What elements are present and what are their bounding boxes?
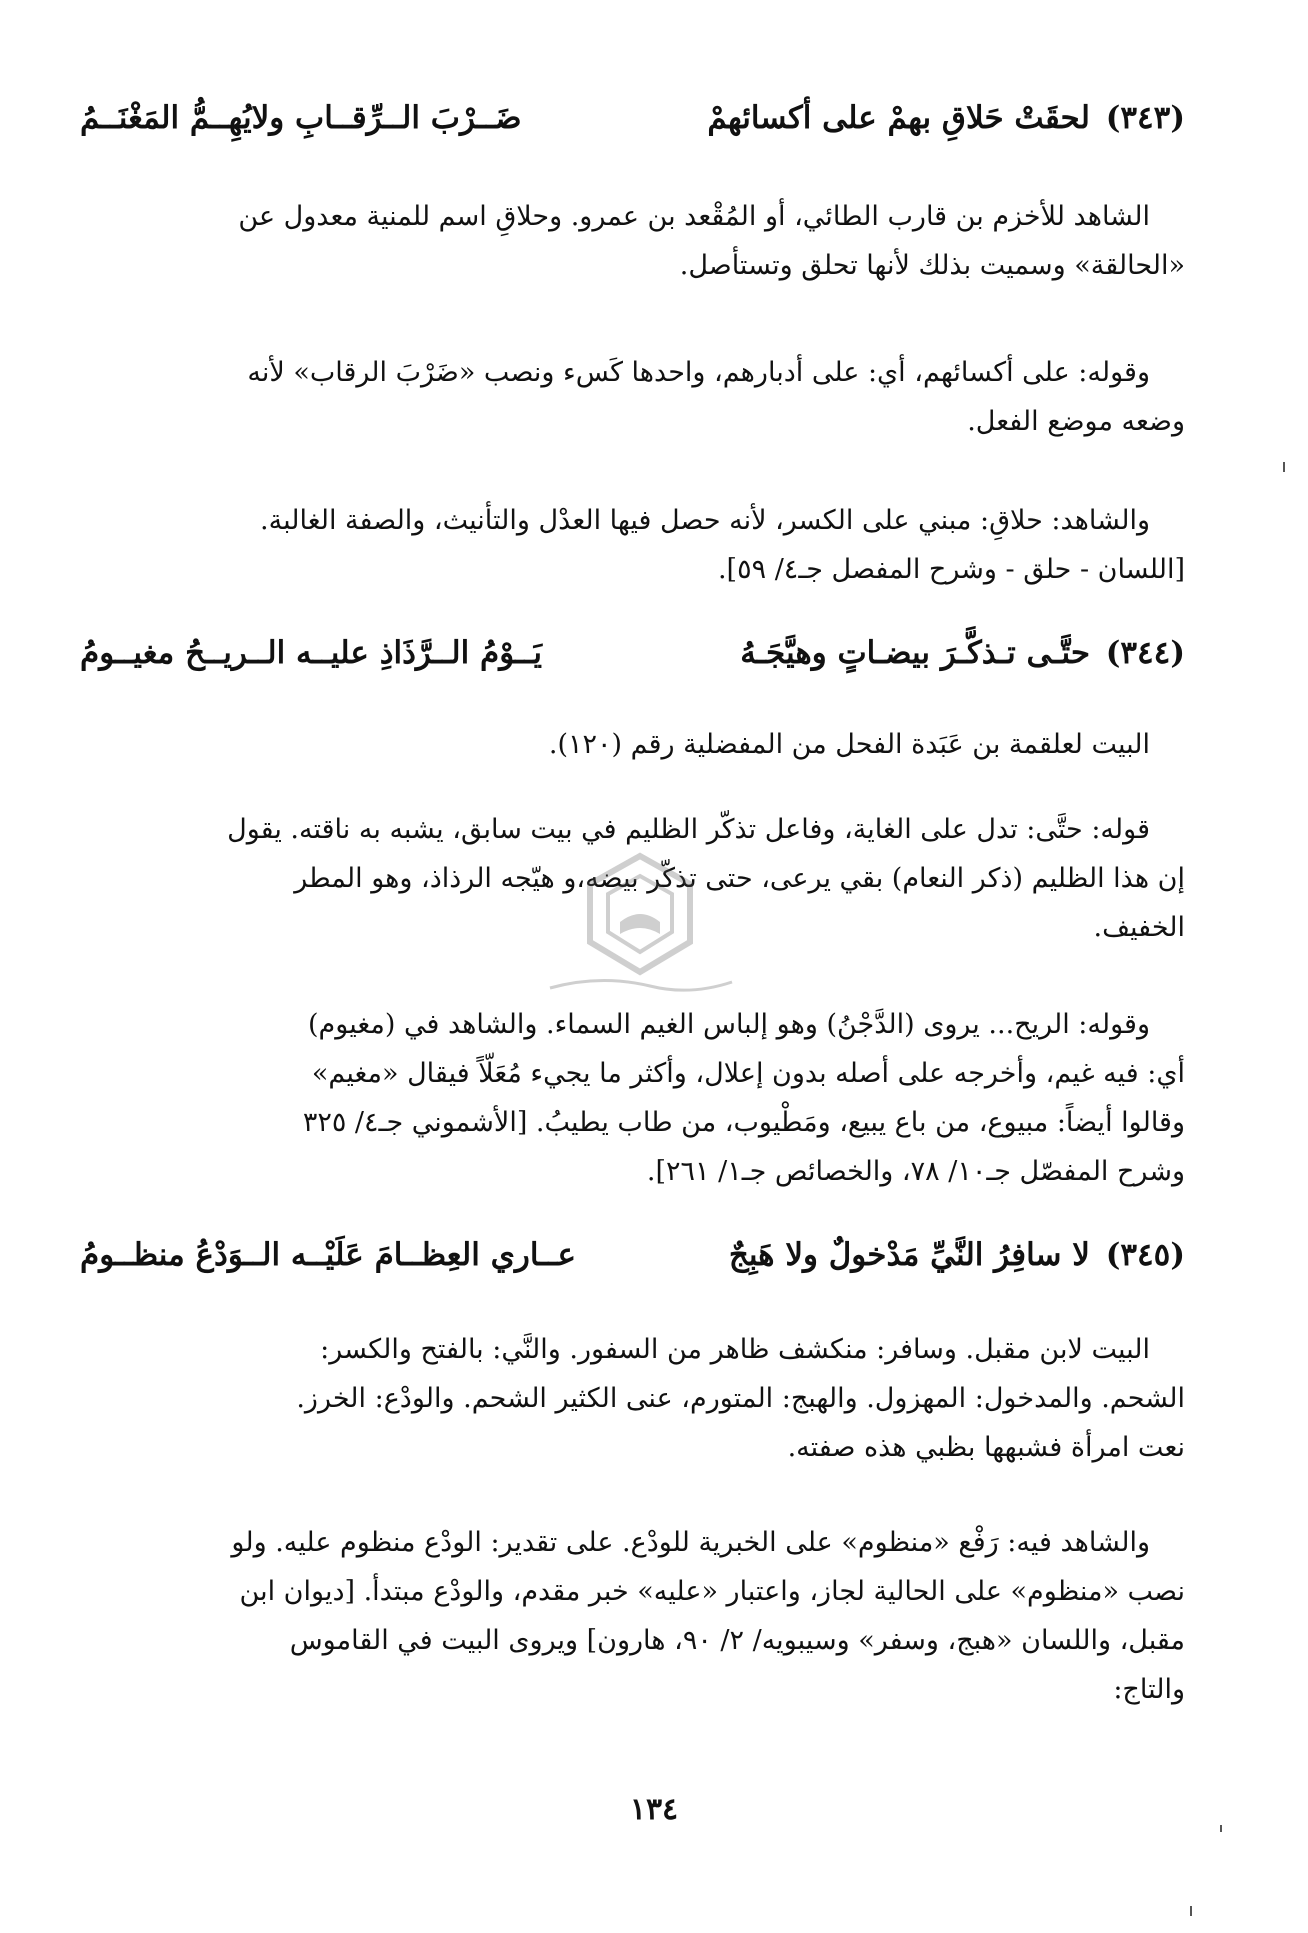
verse-hemistich-first: حتَّـى تـذكَّـرَ بيضـاتٍ وهيَّجَـهُ bbox=[740, 635, 1090, 671]
paragraph-commentary-7 bbox=[80, 1325, 1185, 1472]
verse-hemistich-first: لحقَتْ حَلاقِ بهمْ على أكسائهمْ bbox=[707, 100, 1090, 136]
paragraph-line: أي: فيه غيم، وأخرجه على أصله بدون إعلال، وأكثر ما يجيء مُعَلّاً فيقال «مغيم» bbox=[311, 1058, 1185, 1089]
paragraph-line: وشرح المفصّل جـ١٠/ ٧٨، والخصائص جـ١/ ٢٦١]. bbox=[646, 1156, 1185, 1187]
verse-345 bbox=[80, 1237, 1185, 1283]
verse-number: (٣٤٤) bbox=[1105, 635, 1185, 671]
verse-number: (٣٤٣) bbox=[1105, 100, 1185, 136]
paragraph-line: البيت لابن مقبل. وسافر: منكشف ظاهر من السفور. والنَّي: بالفتح والكسر: bbox=[320, 1334, 1150, 1365]
seal-icon bbox=[540, 850, 740, 1000]
paragraph-line: البيت لعلقمة بن عَبَدة الفحل من المفضلية رقم (١٢٠). bbox=[548, 729, 1150, 760]
paragraph-line: الشاهد للأخزم بن قارب الطائي، أو المُقْعد بن عمرو. وحلاقِ اسم للمنية معدول عن bbox=[238, 201, 1150, 232]
paragraph-line: الخفيف. bbox=[1093, 912, 1185, 943]
paragraph-commentary-6 bbox=[80, 1000, 1185, 1196]
paragraph-commentary-8 bbox=[80, 1518, 1185, 1714]
paragraph-line: وضعه موضع الفعل. bbox=[967, 406, 1185, 437]
verse-hemistich-second: ضَــرْبَ الــرِّقــابِ ولايُهِــمُّ المَغْنَــمُ bbox=[80, 100, 522, 136]
scan-mark bbox=[1283, 462, 1285, 472]
paragraph-commentary-1 bbox=[80, 192, 1185, 290]
scan-mark bbox=[1190, 1906, 1192, 1916]
verse-343 bbox=[80, 100, 1185, 146]
verse-hemistich-first: لا سافِرُ النَّيِّ مَدْخولٌ ولا هَبِجٌ bbox=[728, 1237, 1090, 1273]
verse-344 bbox=[80, 635, 1185, 681]
verse-number: (٣٤٥) bbox=[1105, 1237, 1185, 1273]
paragraph-line: إن هذا الظليم (ذكر النعام) بقي يرعى، حتى تذكّر بيضه،و هيّجه الرذاذ، وهو المطر bbox=[294, 863, 1185, 894]
paragraph-commentary-3 bbox=[80, 496, 1185, 594]
paragraph-line: الشحم. والمدخول: المهزول. والهبج: المتورم، عنى الكثير الشحم. والودْع: الخرز. bbox=[296, 1383, 1185, 1414]
paragraph-line: مقبل، واللسان «هبج، وسفر» وسيبويه/ ٢/ ٩٠، هارون] ويروى البيت في القاموس bbox=[289, 1625, 1185, 1656]
verse-hemistich-second: يَــوْمُ الــرَّذَاذِ عليــه الــريــحُ مغيــومُ bbox=[80, 635, 543, 671]
paragraph-commentary-4 bbox=[80, 720, 1185, 769]
paragraph-commentary-2 bbox=[80, 348, 1185, 446]
scan-mark bbox=[1220, 1825, 1222, 1832]
paragraph-line: وقالوا أيضاً: مبيوع، من باع يبيع، ومَطْيوب، من طاب يطيبُ. [الأشموني جـ٤/ ٣٢٥ bbox=[302, 1107, 1185, 1138]
paragraph-line: نصب «منظوم» على الحالية لجاز، واعتبار «عليه» خبر مقدم، والودْع مبتدأ. [ديوان ابن bbox=[239, 1576, 1185, 1607]
paragraph-line: [اللسان - حلق - وشرح المفصل جـ٤/ ٥٩]. bbox=[717, 554, 1185, 585]
paragraph-line: والشاهد فيه: رَفْع «منظوم» على الخبرية للودْع. على تقدير: الودْع منظوم عليه. ولو bbox=[231, 1527, 1150, 1558]
page-number: ١٣٤ bbox=[629, 1792, 679, 1827]
paragraph-line: والشاهد: حلاقِ: مبني على الكسر، لأنه حصل فيها العدْل والتأنيث، والصفة الغالبة. bbox=[260, 505, 1150, 536]
verse-hemistich-second: عــاري العِظــامَ عَلَيْــه الــوَدْعُ منظــومُ bbox=[80, 1237, 576, 1273]
paragraph-line: وقوله: الريح... يروى (الدَّجْنُ) وهو إلباس الغيم السماء. والشاهد في (مغيوم) bbox=[308, 1009, 1150, 1040]
paragraph-line: والتاج: bbox=[1113, 1674, 1185, 1705]
paragraph-line: وقوله: على أكسائهم، أي: على أدبارهم، واحدها كَسء ونصب «ضَرْبَ الرقاب» لأنه bbox=[247, 357, 1150, 388]
paragraph-line: «الحالقة» وسميت بذلك لأنها تحلق وتستأصل. bbox=[679, 250, 1185, 281]
paragraph-line: قوله: حتَّى: تدل على الغاية، وفاعل تذكّر الظليم في بيت سابق، يشبه به ناقته. يقول bbox=[227, 814, 1150, 845]
paragraph-line: نعت امرأة فشبهها بظبي هذه صفته. bbox=[787, 1432, 1185, 1463]
